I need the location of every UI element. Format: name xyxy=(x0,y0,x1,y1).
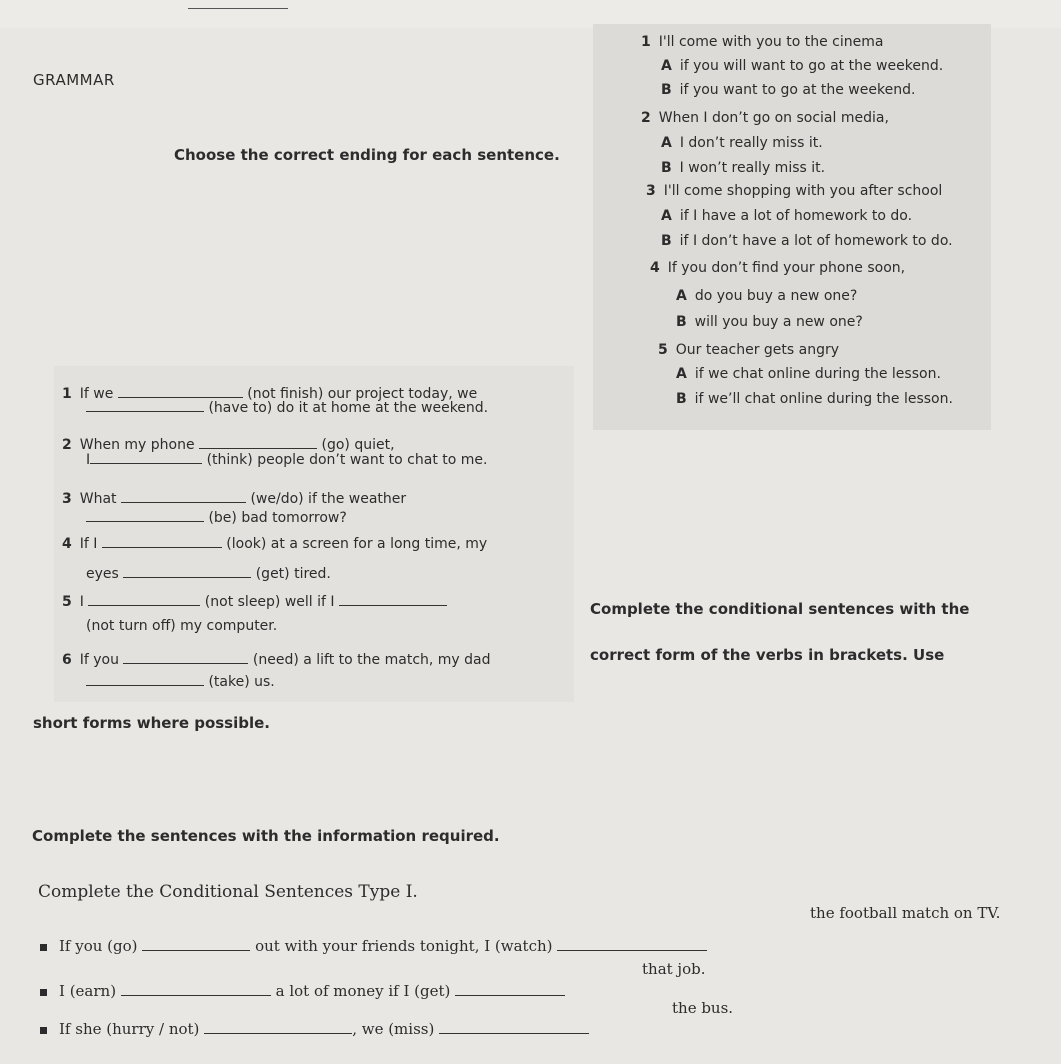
complete-item-5-line-1: 5 I (not sleep) well if I xyxy=(62,594,447,610)
answer-blank[interactable] xyxy=(121,995,271,996)
conditional-instruction-line-2: correct form of the verbs in brackets. Use xyxy=(590,646,945,664)
choose-instruction: Choose the correct ending for each sentence. xyxy=(174,146,560,164)
complete-item-2-line-2: I (think) people don’t want to chat to me. xyxy=(86,452,488,468)
answer-blank[interactable] xyxy=(455,995,565,996)
choose-item-2-stem: 2 When I don’t go on social media, xyxy=(641,110,889,126)
answer-blank[interactable] xyxy=(102,547,222,548)
answer-blank[interactable] xyxy=(121,502,246,503)
answer-blank[interactable] xyxy=(118,397,243,398)
choose-item-3-option-a[interactable]: A if I have a lot of homework to do. xyxy=(661,208,913,224)
type1-item-3-line-2: the bus. xyxy=(672,999,734,1017)
complete-item-6-line-2: (take) us. xyxy=(86,674,275,690)
group-line xyxy=(188,8,288,9)
answer-blank[interactable] xyxy=(90,463,202,464)
type1-title: Complete the Conditional Sentences Type I. xyxy=(38,882,418,902)
choose-item-5-option-b[interactable]: B if we’ll chat online during the lesson. xyxy=(676,391,953,407)
answer-blank[interactable] xyxy=(88,605,200,606)
complete-item-4-line-1: 4 If I (look) at a screen for a long time, my xyxy=(62,536,488,552)
answer-blank[interactable] xyxy=(123,577,251,578)
type1-item-3-line-1: If she (hurry / not) , we (miss) xyxy=(40,1020,589,1038)
choose-item-2-option-a[interactable]: A I don’t really miss it. xyxy=(661,135,823,151)
answer-blank[interactable] xyxy=(439,1033,589,1034)
complete-item-6-line-1: 6 If you (need) a lift to the match, my dad xyxy=(62,652,491,668)
conditional-instruction-line-3: short forms where possible. xyxy=(33,714,271,732)
complete-item-2-line-1: 2 When my phone (go) quiet, xyxy=(62,437,395,453)
complete-item-3-line-1: 3 What (we/do) if the weather xyxy=(62,491,407,507)
type1-item-1-line-1: If you (go) out with your friends tonight, I (watch) xyxy=(40,937,707,955)
answer-blank[interactable] xyxy=(86,521,204,522)
choose-item-3-option-b[interactable]: B if I don’t have a lot of homework to do. xyxy=(661,233,953,249)
type1-item-1-line-2: the football match on TV. xyxy=(810,904,1001,922)
choose-item-2-option-b[interactable]: B I won’t really miss it. xyxy=(661,160,826,176)
answer-blank[interactable] xyxy=(142,950,250,951)
choose-item-4-stem: 4 If you don’t find your phone soon, xyxy=(650,260,906,276)
bullet-icon xyxy=(40,944,47,951)
choose-item-1-option-b[interactable]: B if you want to go at the weekend. xyxy=(661,82,916,98)
answer-blank[interactable] xyxy=(86,411,204,412)
choose-item-4-option-b[interactable]: B will you buy a new one? xyxy=(676,314,863,330)
grammar-title: GRAMMAR xyxy=(33,71,115,89)
answer-blank[interactable] xyxy=(123,663,248,664)
answer-blank[interactable] xyxy=(339,605,447,606)
complete-item-3-line-2: (be) bad tomorrow? xyxy=(86,510,347,526)
complete-item-5-line-2: (not turn off) my computer. xyxy=(86,618,278,634)
conditional-instruction-line-1: Complete the conditional sentences with the xyxy=(590,600,970,618)
info-instruction: Complete the sentences with the information required. xyxy=(32,827,500,845)
complete-item-4-line-2: eyes (get) tired. xyxy=(86,566,331,582)
type1-item-2-line-1: I (earn) a lot of money if I (get) xyxy=(40,982,565,1000)
complete-item-1-line-1: 1 If we (not finish) our project today, we xyxy=(62,386,478,402)
choose-item-1-option-a[interactable]: A if you will want to go at the weekend. xyxy=(661,58,944,74)
choose-item-5-option-a[interactable]: A if we chat online during the lesson. xyxy=(676,366,941,382)
answer-blank[interactable] xyxy=(199,448,317,449)
answer-blank[interactable] xyxy=(86,685,204,686)
choose-item-1-stem: 1 I'll come with you to the cinema xyxy=(641,34,884,50)
choose-item-3-stem: 3 I'll come shopping with you after school xyxy=(646,183,943,199)
complete-item-1-line-2: (have to) do it at home at the weekend. xyxy=(86,400,488,416)
bullet-icon xyxy=(40,989,47,996)
type1-item-2-line-2: that job. xyxy=(642,960,706,978)
choose-item-4-option-a[interactable]: A do you buy a new one? xyxy=(676,288,858,304)
answer-blank[interactable] xyxy=(557,950,707,951)
answer-blank[interactable] xyxy=(204,1033,352,1034)
bullet-icon xyxy=(40,1027,47,1034)
choose-item-5-stem: 5 Our teacher gets angry xyxy=(658,342,840,358)
